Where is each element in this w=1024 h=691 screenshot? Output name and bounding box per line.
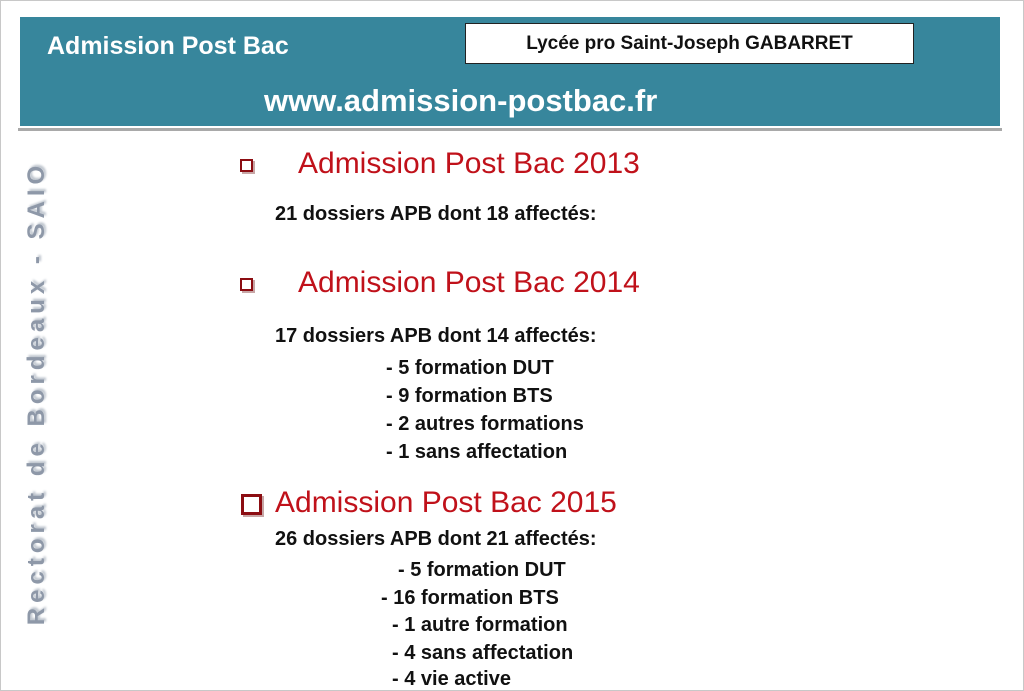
- list-item: - 1 autre formation: [392, 614, 568, 636]
- section-summary-2013: 21 dossiers APB dont 18 affectés:: [275, 203, 597, 225]
- section-heading-2014: Admission Post Bac 2014: [298, 266, 640, 299]
- checkbox-bullet-icon: [240, 159, 253, 172]
- list-item: - 4 sans affectation: [392, 642, 574, 664]
- website-url: www.admission-postbac.fr: [264, 83, 658, 118]
- list-item: - 2 autres formations: [386, 413, 584, 435]
- list-item: - 5 formation DUT: [386, 357, 554, 379]
- list-item: - 5 formation DUT: [398, 559, 566, 581]
- school-name-box: Lycée pro Saint-Joseph GABARRET: [465, 23, 914, 64]
- section-summary-2014: 17 dossiers APB dont 14 affectés:: [275, 325, 597, 347]
- app-title: Admission Post Bac: [47, 32, 289, 60]
- list-item: - 4 vie active: [392, 668, 511, 690]
- list-item: - 1 sans affectation: [386, 441, 568, 463]
- checkbox-bullet-icon: [240, 278, 253, 291]
- checkbox-bullet-icon: [241, 494, 262, 515]
- section-heading-2013: Admission Post Bac 2013: [298, 147, 640, 180]
- sidebar-vertical-label: Rectorat de Bordeaux - SAIO: [23, 160, 50, 626]
- section-heading-2015: Admission Post Bac 2015: [275, 486, 617, 519]
- header-divider: [18, 128, 1002, 131]
- list-item: - 9 formation BTS: [386, 385, 553, 407]
- section-summary-2015: 26 dossiers APB dont 21 affectés:: [275, 528, 597, 550]
- list-item: - 16 formation BTS: [381, 587, 559, 609]
